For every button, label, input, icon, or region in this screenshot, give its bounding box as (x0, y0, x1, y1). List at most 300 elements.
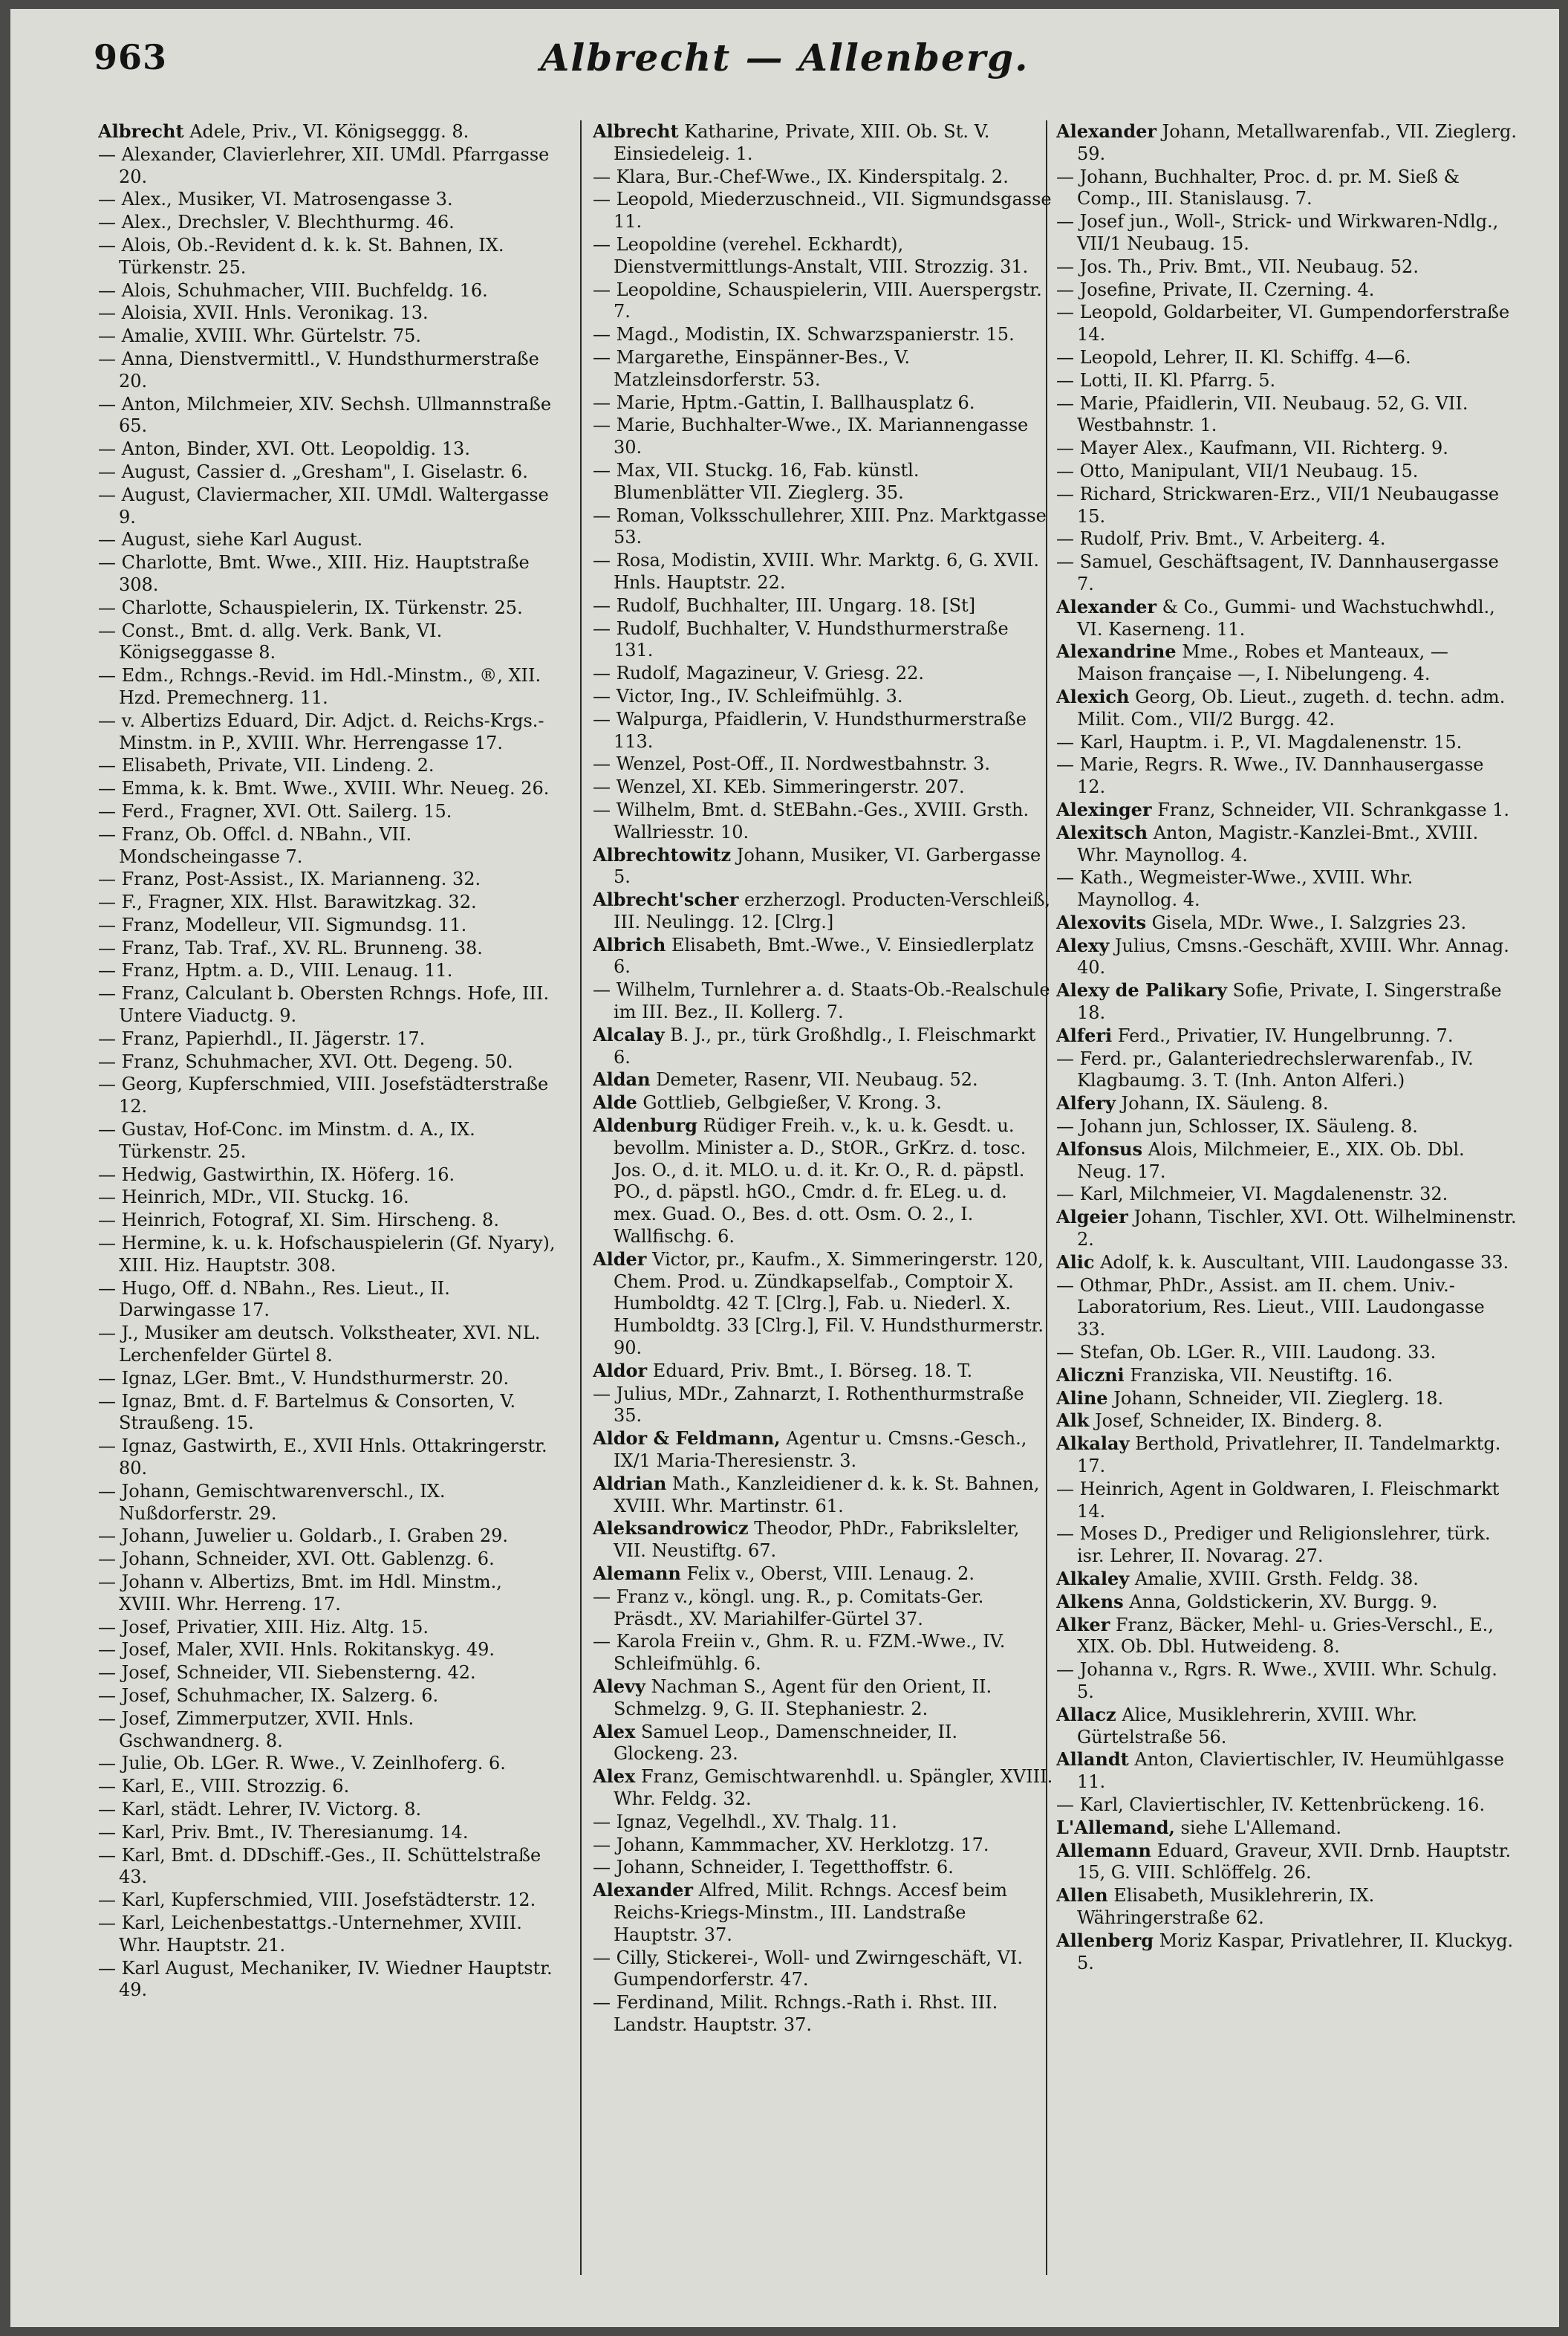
entry-details: Franziska, VII. Neustiftg. 16. (1124, 1364, 1393, 1386)
directory-entry (98, 937, 559, 960)
directory-entry (98, 891, 559, 914)
directory-entry (98, 914, 559, 937)
entry-details: — August, siehe Karl August. (98, 529, 363, 551)
entry-surname: Aldan (593, 1068, 651, 1091)
entry-surname: Albrechtowitz (593, 843, 732, 866)
directory-entry (98, 754, 559, 777)
entry-details: — Karl, städt. Lehrer, IV. Victorg. 8. (98, 1798, 422, 1820)
entry-details: — Const., Bmt. d. allg. Verk. Bank, VI. Königseggasse 8. (98, 620, 443, 664)
entry-surname: Aldor & Feldmann, (593, 1427, 781, 1450)
directory-entry (593, 323, 1053, 346)
directory-entry (98, 1164, 559, 1187)
entry-surname: Alexander (1056, 595, 1157, 617)
entry-surname: Albrecht (98, 120, 184, 142)
directory-entry (1056, 1433, 1517, 1478)
entry-details: — Emma, k. k. Bmt. Wwe., XVIII. Whr. Neueg. 26. (98, 778, 550, 799)
entry-details: — Wilhelm, Turnlehrer a. d. Staats-Ob.-Realschule im III. Bez., II. Kollerg. 7. (593, 979, 1050, 1023)
directory-entry (593, 1765, 1053, 1811)
directory-entry (98, 1616, 559, 1639)
directory-entry (1056, 640, 1517, 686)
entry-details: — Anna, Dienstvermittl., V. Hundsthurmerstraße 20. (98, 348, 539, 392)
entry-details: — Elisabeth, Private, VII. Lindeng. 2. (98, 755, 435, 776)
directory-entry (1056, 551, 1517, 596)
directory-entry (593, 1586, 1053, 1631)
entry-details: Anton, Claviertischler, IV. Heumühlgasse 11. (1077, 1749, 1505, 1793)
entry-details: — Josef, Schuhmacher, IX. Salzerg. 6. (98, 1684, 439, 1706)
entry-details: Johann, IX. Säuleng. 8. (1115, 1093, 1329, 1115)
entry-details: Theodor, PhDr., Fabrikslelter, VII. Neustiftg. 67. (614, 1518, 1020, 1562)
directory-entry (1056, 1364, 1517, 1387)
entry-details: Alfred, Milit. Rchngs. Accesf beim Reichs-Kriegs-Minstm., III. Landstraße Hauptstr. 37. (614, 1880, 1007, 1945)
directory-entry (98, 1051, 559, 1074)
entry-surname: Algeier (1056, 1206, 1128, 1228)
entry-surname: Alic (1056, 1250, 1095, 1273)
entry-details: — Klara, Bur.-Chef-Wwe., IX. Kinderspitalg. 2. (593, 166, 1009, 187)
directory-entry (1056, 1522, 1517, 1568)
directory-entry (593, 1517, 1053, 1563)
directory-entry (98, 348, 559, 393)
entry-surname: Alexandrine (1056, 640, 1177, 663)
entry-details: — Hermine, k. u. k. Hofschauspielerin (Gf. Nyary), XIII. Hiz. Hauptstr. 308. (98, 1233, 556, 1276)
directory-entry (1056, 912, 1517, 935)
directory-entry (593, 1834, 1053, 1857)
directory-entry (593, 617, 1053, 663)
directory-entry (593, 753, 1053, 776)
entry-details: — Franz, Tab. Traf., XV. RL. Brunneng. 38. (98, 937, 483, 958)
directory-entry (98, 777, 559, 800)
entry-details: — Karl, Kupferschmied, VIII. Josefstädterstr. 12. (98, 1889, 536, 1911)
directory-entry (593, 1811, 1053, 1834)
directory-entry (1056, 1794, 1517, 1817)
entry-details: Eduard, Graveur, XVII. Drnb. Hauptstr. 15, G. VIII. Schlöffelg. 26. (1077, 1840, 1512, 1884)
directory-entry (1056, 1206, 1517, 1251)
entry-details: Julius, Cmsns.-Geschäft, XVIII. Whr. Annag. 40. (1077, 935, 1509, 979)
directory-column-1 (98, 120, 559, 2290)
entry-details: — Cilly, Stickerei-, Woll- und Zwirngeschäft, VI. Gumpendorferstr. 47. (593, 1947, 1023, 1991)
entry-details: Alois, Milchmeier, E., XIX. Ob. Dbl. Neug. 17. (1077, 1138, 1465, 1182)
column-rule (580, 120, 582, 2275)
entry-surname: Albrecht'scher (593, 889, 739, 911)
entry-details: — Ferdinand, Milit. Rchngs.-Rath i. Rhst. III. Landstr. Hauptstr. 37. (593, 1992, 998, 2035)
entry-details: & Co., Gummi- und Wachstuchwhdl., VI. Kaserneng. 11. (1077, 596, 1495, 640)
directory-entry (98, 982, 559, 1028)
directory-entry (1056, 437, 1517, 460)
directory-entry (98, 551, 559, 597)
directory-entry (1056, 1025, 1517, 1048)
entry-details: — Otto, Manipulant, VII/1 Neubaug. 15. (1056, 460, 1419, 481)
directory-entry (593, 1024, 1053, 1069)
directory-entry (98, 620, 559, 665)
directory-entry (593, 1856, 1053, 1879)
entry-surname: Alexich (1056, 685, 1130, 707)
directory-entry (1056, 1387, 1517, 1410)
directory-entry (1056, 979, 1517, 1025)
entry-details: — Josef, Schneider, VII. Siebensterng. 42. (98, 1662, 476, 1684)
entry-surname: Alkaley (1056, 1568, 1130, 1589)
entry-details: Adele, Priv., VI. Königseggg. 8. (183, 121, 469, 142)
entry-surname: Alexovits (1056, 911, 1146, 933)
directory-entry (98, 325, 559, 348)
directory-entry (98, 800, 559, 823)
entry-details: — Georg, Kupferschmied, VIII. Josefstädterstraße 12. (98, 1074, 549, 1117)
directory-entry (1056, 483, 1517, 528)
entry-surname: Allacz (1056, 1703, 1116, 1725)
entry-surname: Alkalay (1056, 1433, 1130, 1455)
entry-details: Johann, Tischler, XVI. Ott. Wilhelminenstr. 2. (1077, 1207, 1517, 1250)
entry-surname: Alexitsch (1056, 821, 1148, 843)
entry-details: Amalie, XVIII. Grsth. Feldg. 38. (1129, 1568, 1419, 1589)
entry-details: — Gustav, Hof-Conc. im Minstm. d. A., IX. Türkenstr. 25. (98, 1119, 475, 1162)
directory-entry (98, 868, 559, 891)
entry-details: Agentur u. Cmsns.-Gesch., IX/1 Maria-Theresienstr. 3. (614, 1428, 1027, 1472)
directory-entry (98, 1390, 559, 1435)
entry-details: — Victor, Ing., IV. Schleifmühlg. 3. (593, 685, 903, 707)
directory-entry (1056, 1115, 1517, 1138)
entry-details: Berthold, Privatlehrer, II. Tandelmarktg. 17. (1077, 1433, 1501, 1477)
entry-details: — Alois, Ob.-Revident d. k. k. St. Bahnen, IX. Türkenstr. 25. (98, 234, 504, 278)
directory-entry (98, 959, 559, 982)
directory-entry (1056, 369, 1517, 392)
entry-details: — Leopoldine (verehel. Eckhardt), Dienstvermittlungs-Anstalt, VIII. Strozzig. 31. (593, 233, 1029, 277)
directory-entry (1056, 596, 1517, 641)
directory-entry (1056, 935, 1517, 980)
entry-details: Franz, Schneider, VII. Schrankgasse 1. (1151, 799, 1510, 820)
entry-details: Alice, Musiklehrerin, XVIII. Whr. Gürtelstraße 56. (1077, 1704, 1418, 1748)
entry-surname: Allemann (1056, 1839, 1151, 1861)
entry-details: — Ferd., Fragner, XVI. Ott. Sailerg. 15. (98, 800, 452, 822)
entry-details: — Richard, Strickwaren-Erz., VII/1 Neubaugasse 15. (1056, 483, 1500, 527)
entry-surname: Allenberg (1056, 1929, 1154, 1951)
entry-details: — Stefan, Ob. LGer. R., VIII. Laudong. 33. (1056, 1342, 1437, 1363)
directory-entry (1056, 1704, 1517, 1749)
directory-entry (98, 597, 559, 620)
entry-details: — Ferd. pr., Galanteriedrechslerwarenfab., IV. Klagbaumg. 3. T. (Inh. Anton Alferi.) (1056, 1048, 1474, 1091)
entry-surname: Alexinger (1056, 798, 1152, 820)
entry-details: — Wenzel, Post-Off., II. Nordwestbahnstr. 3. (593, 753, 990, 775)
entry-surname: Alkens (1056, 1590, 1124, 1612)
directory-entry (1056, 1748, 1517, 1794)
entry-details: — Johann, Schneider, XVI. Ott. Gablenzg. 6. (98, 1548, 495, 1570)
directory-entry (1056, 1251, 1517, 1274)
entry-details: — Leopold, Lehrer, II. Kl. Schiffg. 4—6. (1056, 346, 1411, 368)
entry-details: — Kath., Wegmeister-Wwe., XVIII. Whr. Maynollog. 4. (1056, 867, 1414, 911)
directory-entry (98, 279, 559, 302)
entry-details: — Karl, Leichenbestattgs.-Unternehmer, XVIII. Whr. Hauptstr. 21. (98, 1912, 522, 1956)
entry-surname: Albrecht (593, 120, 679, 142)
entry-details: — Charlotte, Schauspielerin, IX. Türkenstr. 25. (98, 597, 523, 618)
entry-details: — Alexander, Clavierlehrer, XII. UMdl. Pfarrgasse 20. (98, 143, 550, 187)
directory-entry (593, 594, 1053, 617)
entry-surname: Aline (1056, 1386, 1108, 1409)
entry-details: Franz, Gemischtwarenhdl. u. Spängler, XVIII. Whr. Feldg. 32. (614, 1766, 1053, 1809)
directory-entry (1056, 1409, 1517, 1433)
directory-entry (593, 979, 1053, 1024)
directory-entry (593, 1473, 1053, 1518)
entry-details: — Ignaz, LGer. Bmt., V. Hundsthurmerstr. 20. (98, 1367, 510, 1389)
entry-details: Georg, Ob. Lieut., zugeth. d. techn. adm. Milit. Com., VII/2 Burgg. 42. (1077, 686, 1506, 730)
entry-details: Demeter, Rasenr, VII. Neubaug. 52. (650, 1069, 978, 1091)
entry-details: — Margarethe, Einspänner-Bes., V. Matzleinsdorferstr. 53. (593, 346, 911, 390)
entry-details: Sofie, Private, I. Singerstraße 18. (1077, 980, 1502, 1024)
directory-entry (1056, 279, 1517, 302)
directory-entry (98, 1073, 559, 1118)
entry-details: Rüdiger Freih. v., k. u. k. Gesdt. u. bevollm. Minister a. D., StOR., GrKrz. d. tosc. Jos. O., d. it. MLO. u. d. it. Kr. O., R. d. päpstl. PO., d. päpstl. hGO., Cmdr. d. fr. ELeg. u. d. mex. Guad. O., Bes. d. ott. Osm. O. 2., I. Wallfischg. 6. (614, 1115, 1027, 1248)
entry-details: — Edm., Rchngs.-Revid. im Hdl.-Minstm., ®, XII. Hzd. Premechnerg. 11. (98, 665, 541, 708)
directory-entry (1056, 120, 1517, 166)
entry-details: — Johann, Buchhalter, Proc. d. pr. M. Sieß & Comp., III. Stanislausg. 7. (1056, 166, 1460, 210)
directory-entry (98, 528, 559, 551)
directory-entry (98, 143, 559, 189)
entry-details: Victor, pr., Kaufm., X. Simmeringerstr. 120, Chem. Prod. u. Zündkapselfab., Comptoir X. Humboldtg. 42 T. [Clrg.], Fab. u. Niederl. X. Humboldtg. 33 [Clrg.], Fil. V. Hundsthurmerstr. 90. (614, 1248, 1044, 1359)
entry-details: — Josef, Zimmerputzer, XVII. Hnls. Gschwandnerg. 8. (98, 1707, 414, 1751)
entry-details: — Rudolf, Buchhalter, V. Hundsthurmerstraße 131. (593, 617, 1009, 661)
entry-details: — Anton, Milchmeier, XIV. Sechsh. Ullmannstraße 65. (98, 393, 552, 437)
entry-details: — Samuel, Geschäftsagent, IV. Dannhausergasse 7. (1056, 551, 1499, 594)
directory-entry (1056, 1274, 1517, 1341)
directory-entry (1056, 166, 1517, 211)
entry-details: Ferd., Privatier, IV. Hungelbrunng. 7. (1112, 1025, 1454, 1046)
directory-entry (98, 1912, 559, 1957)
directory-entry (98, 211, 559, 234)
entry-details: Anna, Goldstickerin, XV. Burgg. 9. (1123, 1591, 1438, 1612)
entry-details: Johann, Metallwarenfab., VII. Zieglerg. 59. (1077, 121, 1517, 164)
entry-details: Samuel Leop., Damenschneider, II. Glockeng. 23. (614, 1721, 958, 1765)
directory-entry (98, 120, 559, 143)
directory-entry (1056, 256, 1517, 279)
entry-details: — Amalie, XVIII. Whr. Gürtelstr. 75. (98, 325, 422, 347)
directory-entry (98, 234, 559, 279)
entry-details: Katharine, Private, XIII. Ob. St. V. Einsiedeleig. 1. (614, 121, 990, 164)
directory-entry (593, 1947, 1053, 1992)
directory-entry (98, 1480, 559, 1525)
entry-details: Gottlieb, Gelbgießer, V. Krong. 3. (637, 1092, 942, 1114)
directory-entry (98, 823, 559, 869)
directory-entry (98, 1186, 559, 1209)
directory-entry (1056, 866, 1517, 912)
entry-details: — Leopold, Goldarbeiter, VI. Gumpendorferstraße 14. (1056, 302, 1510, 345)
directory-entry (593, 1383, 1053, 1428)
directory-entry (593, 708, 1053, 753)
entry-details: Franz, Bäcker, Mehl- u. Gries-Verschl., E., XIX. Ob. Dbl. Hutweideng. 8. (1077, 1614, 1494, 1658)
directory-entry (1056, 1591, 1517, 1614)
directory-entry (593, 1563, 1053, 1586)
entry-details: erzherzogl. Producten-Verschleiß, III. Neulingg. 12. [Clrg.] (614, 889, 1051, 932)
entry-details: Eduard, Priv. Bmt., I. Börseg. 18. T. (647, 1360, 973, 1381)
entry-details: — Marie, Buchhalter-Wwe., IX. Mariannengasse 30. (593, 415, 1029, 458)
entry-details: — Max, VII. Stuckg. 16, Fab. künstl. Blumenblätter VII. Zieglerg. 35. (593, 459, 920, 503)
entry-details: — Franz, Post-Assist., IX. Marianneng. 32. (98, 869, 481, 890)
entry-surname: Alde (593, 1091, 637, 1114)
directory-entry (593, 799, 1053, 844)
entry-surname: Allandt (1056, 1748, 1129, 1771)
entry-details: — Johann, Schneider, I. Tegetthoffstr. 6. (593, 1857, 954, 1878)
entry-surname: Alder (593, 1248, 647, 1270)
directory-entry (1056, 799, 1517, 822)
entry-details: Moriz Kaspar, Privatlehrer, II. Kluckyg. 5. (1077, 1930, 1514, 1973)
directory-entry (98, 1707, 559, 1753)
directory-entry (98, 1798, 559, 1821)
directory-entry (1056, 822, 1517, 867)
entry-details: — Marie, Hptm.-Gattin, I. Ballhausplatz 6. (593, 392, 975, 413)
directory-entry (98, 710, 559, 755)
entry-details: — Karl, Claviertischler, IV. Kettenbrückeng. 16. (1056, 1794, 1486, 1815)
directory-entry (593, 662, 1053, 685)
directory-entry (1056, 1568, 1517, 1591)
entry-details: — Heinrich, Agent in Goldwaren, I. Fleischmarkt 14. (1056, 1478, 1500, 1522)
entry-details: siehe L'Allemand. (1174, 1817, 1341, 1838)
entry-details: — Josef jun., Woll-, Strick- und Wirkwaren-Ndlg., VII/1 Neubaug. 15. (1056, 211, 1499, 254)
directory-entry (98, 1525, 559, 1548)
directory-entry (1056, 528, 1517, 551)
directory-entry (98, 1322, 559, 1367)
directory-entry (593, 1630, 1053, 1675)
entry-details: Anton, Magistr.-Kanzlei-Bmt., XVIII. Whr. Maynollog. 4. (1077, 822, 1479, 866)
directory-entry (593, 1115, 1053, 1248)
entry-details: — Josefine, Private, II. Czerning. 4. (1056, 279, 1375, 300)
directory-entry (98, 1638, 559, 1661)
directory-entry (1056, 1478, 1517, 1523)
directory-entry (1056, 686, 1517, 731)
entry-details: — Julius, MDr., Zahnarzt, I. Rothenthurmstraße 35. (593, 1383, 1024, 1427)
entry-details: — Karl, Priv. Bmt., IV. Theresianumg. 14. (98, 1821, 469, 1843)
directory-entry (98, 1028, 559, 1051)
entry-details: — Othmar, PhDr., Assist. am II. chem. Univ.-Laboratorium, Res. Lieut., VIII. Laudongasse 33. (1056, 1274, 1485, 1340)
entry-details: — Wenzel, XI. KEb. Simmeringerstr. 207. (593, 776, 965, 798)
entry-surname: Alex (593, 1720, 636, 1742)
directory-entry (593, 1248, 1053, 1360)
entry-details: — Mayer Alex., Kaufmann, VII. Richterg. 9. (1056, 438, 1448, 459)
entry-surname: Alexander (1056, 120, 1157, 142)
entry-surname: Aldor (593, 1359, 648, 1381)
directory-entry (593, 1427, 1053, 1473)
directory-entry (593, 188, 1053, 233)
entry-details: Johann, Schneider, VII. Zieglerg. 18. (1107, 1387, 1444, 1409)
directory-entry (98, 1684, 559, 1707)
directory-entry (593, 844, 1053, 889)
entry-details: — Karl, E., VIII. Strozzig. 6. (98, 1776, 350, 1797)
directory-entry (98, 1661, 559, 1684)
entry-details: — Josef, Privatier, XIII. Hiz. Altg. 15. (98, 1616, 429, 1638)
entry-surname: Alfery (1056, 1092, 1116, 1115)
directory-entry (1056, 210, 1517, 256)
entry-details: B. J., pr., türk Großhdlg., I. Fleischmarkt 6. (614, 1024, 1036, 1068)
directory-entry (98, 1821, 559, 1844)
directory-entry (1056, 301, 1517, 346)
entry-surname: Aleksandrowicz (593, 1517, 749, 1540)
entry-details: — Karl, Milchmeier, VI. Magdalenenstr. 32. (1056, 1184, 1448, 1205)
directory-entry (1056, 1884, 1517, 1930)
entry-details: — Hedwig, Gastwirthin, IX. Höferg. 16. (98, 1164, 455, 1185)
entry-details: — Heinrich, Fotograf, XI. Sim. Hirscheng. 8. (98, 1210, 499, 1231)
directory-entry (98, 1752, 559, 1775)
directory-entry (593, 549, 1053, 594)
entry-details: — Lotti, II. Kl. Pfarrg. 5. (1056, 369, 1276, 391)
directory-entry (98, 1548, 559, 1571)
entry-surname: Alexy (1056, 934, 1110, 956)
entry-details: — Franz, Modelleur, VII. Sigmundsg. 11. (98, 914, 467, 935)
directory-entry (593, 1991, 1053, 2037)
directory-entry (1056, 1817, 1517, 1840)
directory-entry (593, 346, 1053, 392)
entry-surname: Alferi (1056, 1024, 1113, 1046)
entry-details: — Charlotte, Bmt. Wwe., XIII. Hiz. Hauptstraße 308. (98, 552, 530, 595)
entry-details: — Rudolf, Magazineur, V. Griesg. 22. (593, 663, 925, 684)
directory-entry (593, 166, 1053, 189)
directory-entry (593, 120, 1053, 166)
directory-entry (593, 414, 1053, 459)
directory-entry (1056, 1930, 1517, 1975)
directory-entry (1056, 1341, 1517, 1364)
directory-entry (593, 1675, 1053, 1721)
entry-details: — F., Fragner, XIX. Hlst. Barawitzkag. 32. (98, 892, 477, 913)
entry-details: — Johann v. Albertizs, Bmt. im Hdl. Minstm., XVIII. Whr. Herreng. 17. (98, 1571, 502, 1615)
entry-details: — Johann, Gemischtwarenverschl., IX. Nußdorferstr. 29. (98, 1480, 446, 1524)
entry-surname: Aliczni (1056, 1363, 1125, 1386)
directory-entry (1056, 1048, 1517, 1093)
directory-entry (593, 504, 1053, 550)
entry-surname: Aldenburg (593, 1115, 697, 1137)
entry-details: — Johann jun, Schlosser, IX. Säuleng. 8. (1056, 1116, 1418, 1138)
directory-page (10, 9, 1559, 2327)
entry-details: — Alois, Schuhmacher, VIII. Buchfeldg. 16. (98, 279, 488, 301)
entry-surname: Alexy de Palikary (1056, 979, 1227, 1002)
directory-entry (593, 392, 1053, 415)
directory-entry (98, 664, 559, 710)
entry-details: Josef, Schneider, IX. Binderg. 8. (1089, 1410, 1383, 1432)
directory-entry (1056, 346, 1517, 369)
entry-surname: Alcalay (593, 1023, 665, 1045)
directory-entry (593, 934, 1053, 979)
entry-details: Johann, Musiker, VI. Garbergasse 5. (614, 844, 1041, 888)
entry-surname: Alexander (593, 1879, 694, 1901)
entry-surname: Albrich (593, 933, 666, 956)
directory-entry (98, 188, 559, 211)
directory-entry (1056, 1183, 1517, 1206)
entry-details: — Franz v., köngl. ung. R., p. Comitats-Ger. Präsdt., XV. Mariahilfer-Gürtel 37. (593, 1586, 984, 1629)
entry-details: — Jos. Th., Priv. Bmt., VII. Neubaug. 52. (1056, 256, 1419, 277)
entry-details: — Karl, Hauptm. i. P., VI. Magdalenenstr. 15. (1056, 731, 1463, 753)
entry-details: — Heinrich, MDr., VII. Stuckg. 16. (98, 1187, 409, 1208)
directory-entry (98, 484, 559, 529)
entry-details: — Moses D., Prediger und Religionslehrer, türk. isr. Lehrer, II. Novarag. 27. (1056, 1523, 1491, 1567)
entry-surname: Alemann (593, 1563, 681, 1584)
entry-details: — Franz, Papierhdl., II. Jägerstr. 17. (98, 1028, 426, 1049)
entry-details: Elisabeth, Bmt.-Wwe., V. Einsiedlerplatz 6. (614, 934, 1034, 978)
directory-entry (593, 459, 1053, 504)
entry-details: — Ignaz, Bmt. d. F. Bartelmus & Consorten, V. Straußeng. 15. (98, 1390, 516, 1434)
entry-details: Mme., Robes et Manteaux, — Maison française —, I. Nibelungeng. 4. (1077, 641, 1448, 685)
entry-details: Elisabeth, Musiklehrerin, IX. Währingerstraße 62. (1077, 1885, 1375, 1928)
directory-entry (593, 776, 1053, 799)
entry-details: — August, Cassier d. „Gresham", I. Giselastr. 6. (98, 461, 528, 482)
directory-entry (593, 1879, 1053, 1946)
entry-details: — Franz, Hptm. a. D., VIII. Lenaug. 11. (98, 960, 453, 982)
directory-entry (98, 1118, 559, 1164)
entry-details: Math., Kanzleidiener d. k. k. St. Bahnen, XVIII. Whr. Martinstr. 61. (614, 1473, 1040, 1516)
entry-surname: Alfonsus (1056, 1138, 1142, 1160)
directory-entry (1056, 731, 1517, 754)
entry-details: — August, Claviermacher, XII. UMdl. Waltergasse 9. (98, 484, 549, 528)
directory-entry (98, 438, 559, 461)
entry-surname: Alker (1056, 1613, 1110, 1635)
directory-entry (593, 279, 1053, 324)
entry-details: — Franz, Schuhmacher, XVI. Ott. Degeng. 50. (98, 1051, 513, 1072)
entry-details: Gisela, MDr. Wwe., I. Salzgries 23. (1145, 912, 1467, 933)
entry-details: — Johann, Kammmacher, XV. Herklotzg. 17. (593, 1834, 989, 1855)
entry-details: — Walpurga, Pfaidlerin, V. Hundsthurmerstraße 113. (593, 708, 1027, 752)
directory-entry (98, 1889, 559, 1912)
directory-entry (98, 1775, 559, 1798)
